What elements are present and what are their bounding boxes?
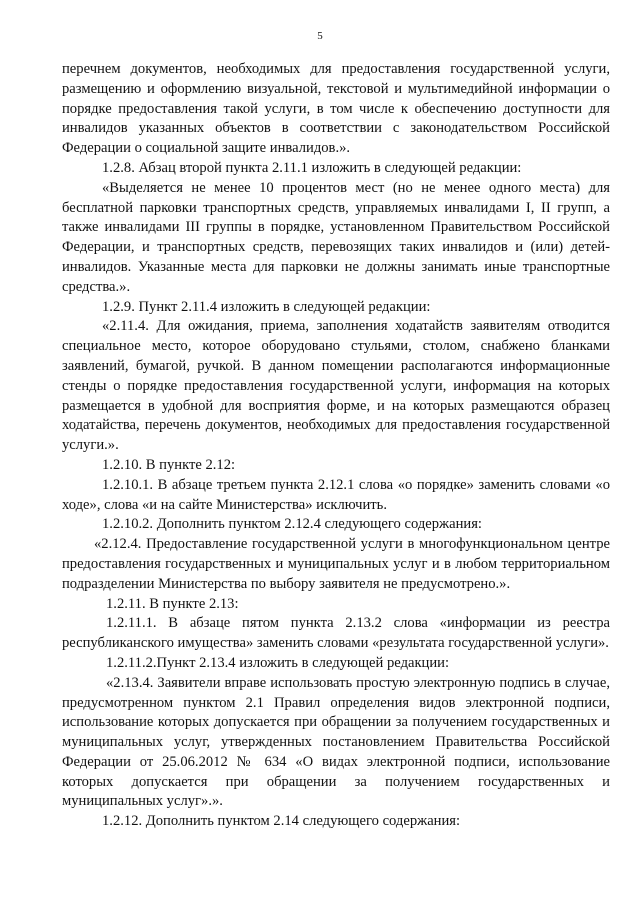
paragraph-1-2-12: 1.2.12. Дополнить пунктом 2.14 следующего содержания: <box>102 813 461 830</box>
paragraph-1-2-10-2: 1.2.10.2. Дополнить пунктом 2.12.4 следующего содержания: <box>102 516 482 533</box>
paragraph-1-2-8: 1.2.8. Абзац второй пункта 2.11.1 изложить в следующей редакции: <box>102 159 522 176</box>
paragraph-quote-2-12-4: «2.12.4. Предоставление государственной услуги в многофункциональном центре предоставления государственных и муниципальных услуг и в любом территориальном подразделении Министерства по выбору заявителя не предусмотрено.». <box>62 536 610 592</box>
paragraph-1-2-9: 1.2.9. Пункт 2.11.4 изложить в следующей редакции: <box>102 298 431 315</box>
paragraph-1-2-11: 1.2.11. В пункте 2.13: <box>106 595 239 612</box>
paragraph-1-2-11-2: 1.2.11.2.Пункт 2.13.4 изложить в следующей редакции: <box>106 654 450 671</box>
paragraph-quote-parking: «Выделяется не менее 10 процентов мест (но не менее одного места) для бесплатной парковки транспортных средств, управляемых инвалидами I, II групп, а также инвалидами III группы в порядке, установленном Правительством Российской Федерации, и транспортных средств, перевозящих таких инвалидов и (или) детей-инвалидов. Указанные места для парковки не должны занимать иные транспортные средства.». <box>62 179 610 295</box>
page-number: 5 <box>317 30 323 42</box>
paragraph-1-2-10-1: 1.2.10.1. В абзаце третьем пункта 2.12.1 слова «о порядке» заменить словами «о ходе», слова «и на сайте Министерства» исключить. <box>62 476 610 513</box>
paragraph-quote-2-13-4: «2.13.4. Заявители вправе использовать простую электронную подпись в случае, предусмотренном пунктом 2.1 Правил определения видов электронной подписи, использование которых допускается при обращении за получением государственных и муниципальных услуг, утвержденных постановлением Правительства Российской Федерации от 25.06.2012 № 634 «О видах электронной подписи, использование которых допускается при обращении за получением государственных и муниципальных услуг».». <box>62 674 610 810</box>
paragraph-continuation: перечнем документов, необходимых для предоставления государственной услуги, размещению и оформлению визуальной, текстовой и мультимедийной информации о порядке предоставления такой услуги, в том числе к обеспечению доступности для инвалидов указанных объектов в соответствии с законодательством Российской Федерации о социальной защите инвалидов.». <box>62 61 610 157</box>
document-body <box>62 60 610 832</box>
paragraph-quote-2-11-4: «2.11.4. Для ожидания, приема, заполнения ходатайств заявителям отводится специальное место, которое оборудовано стульями, столом, снабжено бланками заявлений, бумагой, ручкой. В данном помещении располагаются информационные стенды о порядке предоставления государственной услуги, информация на которых размещается в удобной для восприятия форме, и на которых размещаются образец ходатайства, перечень документов, необходимых для предоставления государственной услуги.». <box>62 318 610 454</box>
paragraph-1-2-11-1: 1.2.11.1. В абзаце пятом пункта 2.13.2 слова «информации из реестра республиканского имущества» заменить словами «результата государственной услуги». <box>62 615 610 652</box>
paragraph-1-2-10: 1.2.10. В пункте 2.12: <box>102 456 236 473</box>
